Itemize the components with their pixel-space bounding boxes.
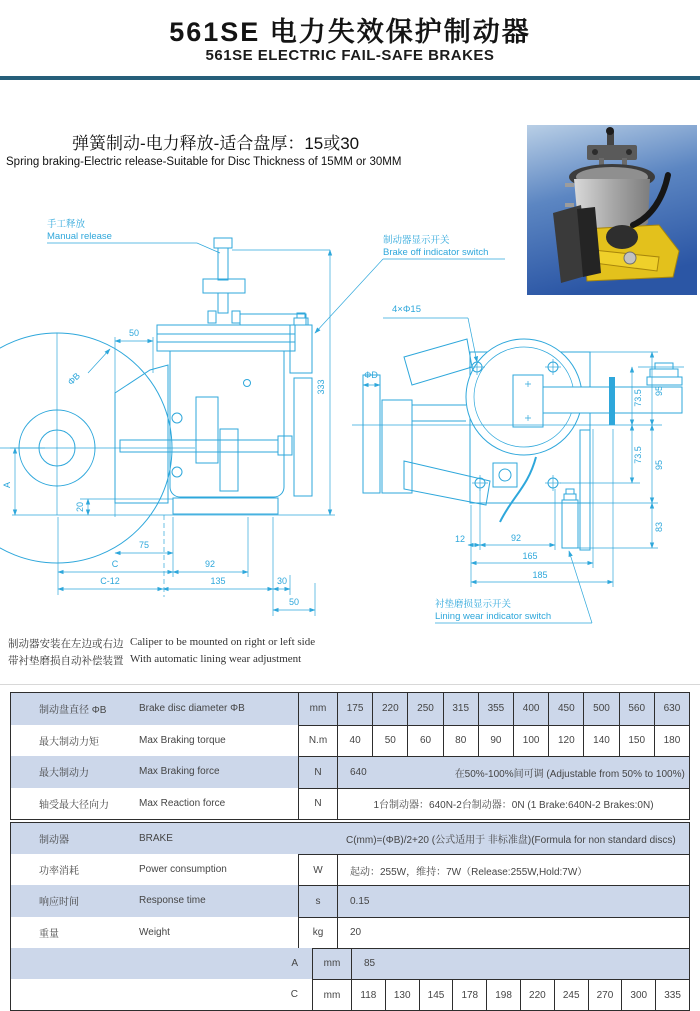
row-label-cn: 重量 <box>39 928 59 940</box>
row-label-cn: 最大制动力矩 <box>39 736 99 748</box>
value-cell: 140 <box>583 726 618 757</box>
row-value-zone <box>298 693 689 725</box>
dim-83: 83 <box>654 521 664 533</box>
merged-lead-value: 640 <box>350 766 367 778</box>
manual-release-label-cn: 手工释放 <box>47 219 86 230</box>
dim-C: C <box>111 559 119 569</box>
row-value-zone <box>298 725 689 757</box>
dim-12: 12 <box>454 534 466 544</box>
row-label-cn: 最大制动力 <box>39 768 89 780</box>
unit-cell: mm <box>312 980 352 1010</box>
row-label-cn: 功率消耗 <box>39 866 79 878</box>
brake-off-label-en: Brake off indicator switch <box>383 247 489 258</box>
dim-95-top: 95 <box>654 385 664 397</box>
row-value-zone <box>298 917 689 948</box>
row-label-cn: 轴受最大径向力 <box>39 799 109 811</box>
note1-en: Caliper to be mounted on right or left side <box>130 636 316 648</box>
merged-value-cell <box>352 949 689 979</box>
merged-value-text: 20 <box>350 927 362 939</box>
row-value-zone <box>298 885 689 916</box>
spec-table-main <box>10 692 690 820</box>
table-row <box>11 788 689 820</box>
value-cell: 220 <box>372 693 407 725</box>
dim-phiB: ΦB <box>65 370 83 388</box>
merged-value-text: 85 <box>364 958 376 970</box>
section-divider <box>0 684 700 685</box>
value-cell: 80 <box>443 726 478 757</box>
table-row <box>11 917 689 948</box>
value-cell: 250 <box>407 693 442 725</box>
dim-75: 75 <box>138 540 150 550</box>
table-row <box>11 823 689 854</box>
value-cell: 220 <box>520 980 554 1010</box>
table-row <box>11 948 689 979</box>
value-cell: 245 <box>554 980 588 1010</box>
row-value-zone <box>312 979 689 1010</box>
value-cell: 130 <box>385 980 419 1010</box>
value-cell: 90 <box>478 726 513 757</box>
value-cell: 630 <box>654 693 689 725</box>
value-cell: 355 <box>478 693 513 725</box>
row-label <box>11 885 298 916</box>
merged-value-cell <box>338 789 689 820</box>
row-label <box>11 854 298 885</box>
dim-333: 333 <box>316 379 326 395</box>
dim-735-bottom: 73.5 <box>633 446 643 464</box>
row-label-en: Max Braking torque <box>139 734 226 746</box>
merged-value-text: 0.15 <box>350 895 370 907</box>
row-label-cn: 制动盘直径 ΦB <box>39 705 107 717</box>
dim-185: 185 <box>532 570 548 580</box>
row-label-en: Power consumption <box>139 864 227 876</box>
table-row <box>11 979 689 1010</box>
dim-phiD: ΦD <box>364 370 378 380</box>
value-cell: 300 <box>621 980 655 1010</box>
value-cell: 400 <box>513 693 548 725</box>
row-label <box>11 823 298 854</box>
right-view-drawing <box>352 304 684 623</box>
unit-cell: W <box>298 855 338 885</box>
page-title: 561SE 电力失效保护制动器 <box>169 17 531 47</box>
row-label <box>11 756 298 788</box>
table-row <box>11 725 689 757</box>
value-cell: 145 <box>419 980 453 1010</box>
value-cell: 118 <box>360 989 377 1001</box>
row-label <box>11 725 298 757</box>
merged-value-cell <box>338 918 689 948</box>
value-cell: 150 <box>619 726 654 757</box>
value-cell: 335 <box>655 980 689 1010</box>
value-cell: 315 <box>443 693 478 725</box>
value-cell: 40 <box>349 735 361 747</box>
dim-95-bottom: 95 <box>654 459 664 471</box>
value-cells <box>352 980 689 1010</box>
row-value-zone <box>312 948 689 979</box>
page-subtitle-en: 561SE ELECTRIC FAIL-SAFE BRAKES <box>205 47 495 64</box>
row-label-en: Brake disc diameter ΦB <box>139 703 245 715</box>
row-label <box>11 917 298 948</box>
dim-165: 165 <box>522 551 538 561</box>
value-cell: 60 <box>407 726 442 757</box>
merged-value-text: 起动：255W，维持：7W（Release:255W,Hold:7W） <box>350 866 588 878</box>
value-cells <box>338 726 689 757</box>
row-label <box>11 788 298 820</box>
value-cell: 450 <box>548 693 583 725</box>
value-cell: 500 <box>583 693 618 725</box>
row-label-cn: 响应时间 <box>39 897 79 909</box>
table-row <box>11 885 689 916</box>
row-value-zone <box>298 756 689 788</box>
dim-30: 30 <box>276 576 288 586</box>
note2-en: With automatic lining wear adjustment <box>130 653 302 665</box>
value-cells <box>338 693 689 725</box>
dim-735-top: 73.5 <box>633 389 643 407</box>
note-line-1 <box>8 636 315 651</box>
merged-value-cell <box>338 855 689 885</box>
note1-cn: 制动器安装在左边或右边 <box>8 638 124 650</box>
unit-cell: kg <box>298 918 338 948</box>
note2-cn: 带衬垫磨损自动补偿装置 <box>8 655 124 667</box>
dim-20: 20 <box>75 501 85 513</box>
merged-value-cell <box>338 757 689 788</box>
unit-cell: s <box>298 886 338 916</box>
value-cell: 270 <box>588 980 622 1010</box>
value-cell: 100 <box>513 726 548 757</box>
dim-A: A <box>2 481 12 489</box>
row-value-zone <box>298 854 689 885</box>
value-cell: 178 <box>452 980 486 1010</box>
unit-cell: N <box>298 757 338 788</box>
dim-50-top: 50 <box>128 328 140 338</box>
row-label: A <box>291 957 298 969</box>
bolt-spec-label: 4×Φ15 <box>392 304 421 315</box>
lining-wear-label-en: Lining wear indicator switch <box>435 611 552 622</box>
merged-value-text: 1台制动器：640N-2台制动器：0N (1 Brake:640N-2 Brakes:0N) <box>373 800 654 812</box>
row-label-en: Weight <box>139 926 170 938</box>
value-cell: 120 <box>548 726 583 757</box>
unit-cell: N.m <box>298 726 338 757</box>
row-label: C <box>290 989 298 1001</box>
unit-cell: N <box>298 789 338 820</box>
formula-cell: C(mm)=(ΦB)/2+20 (公式适用于 非标准盘)(Formula for non standard discs) <box>346 835 676 847</box>
row-label-en: Max Reaction force <box>139 797 226 809</box>
row-label-en: Max Braking force <box>139 766 220 778</box>
row-label-cn: 制动器 <box>39 835 69 847</box>
unit-cell: mm <box>312 949 352 979</box>
spec-subtitle-en: Spring braking-Electric release-Suitable for Disc Thickness of 15MM or 30MM <box>6 156 402 168</box>
dim-50-bottom: 50 <box>288 597 300 607</box>
value-cell: 50 <box>372 726 407 757</box>
dim-C12: C-12 <box>100 576 120 586</box>
merged-value-text: 在50%-100%间可调 (Adjustable from 50% to 100%) <box>454 768 685 780</box>
value-cell: 198 <box>486 980 520 1010</box>
table-row <box>11 693 689 725</box>
row-value-zone <box>298 823 689 854</box>
value-cell: 560 <box>619 693 654 725</box>
left-view-drawing <box>0 218 335 616</box>
dim-92-right: 92 <box>510 533 522 543</box>
merged-value-cell <box>338 886 689 916</box>
header-rule <box>0 76 700 80</box>
dim-92: 92 <box>204 559 216 569</box>
table-row <box>11 854 689 885</box>
manual-release-label-en: Manual release <box>47 231 112 242</box>
value-cell: 175 <box>346 703 364 715</box>
spec-subtitle-cn: 弹簧制动-电力释放-适合盘厚：15或30 <box>72 134 360 153</box>
row-label-en: BRAKE <box>139 833 173 845</box>
brake-off-label-cn: 制动器显示开关 <box>383 235 450 246</box>
note-line-2 <box>8 653 301 668</box>
spec-table-brake <box>10 822 690 1011</box>
row-value-zone <box>298 788 689 820</box>
row-label <box>11 693 298 725</box>
dim-135: 135 <box>210 576 226 586</box>
unit-cell: mm <box>298 693 338 725</box>
technical-drawing <box>0 215 700 685</box>
lining-wear-label-cn: 衬垫磨损显示开关 <box>435 599 512 610</box>
value-cell: 180 <box>654 726 689 757</box>
table-row <box>11 756 689 788</box>
row-label-en: Response time <box>139 895 206 907</box>
